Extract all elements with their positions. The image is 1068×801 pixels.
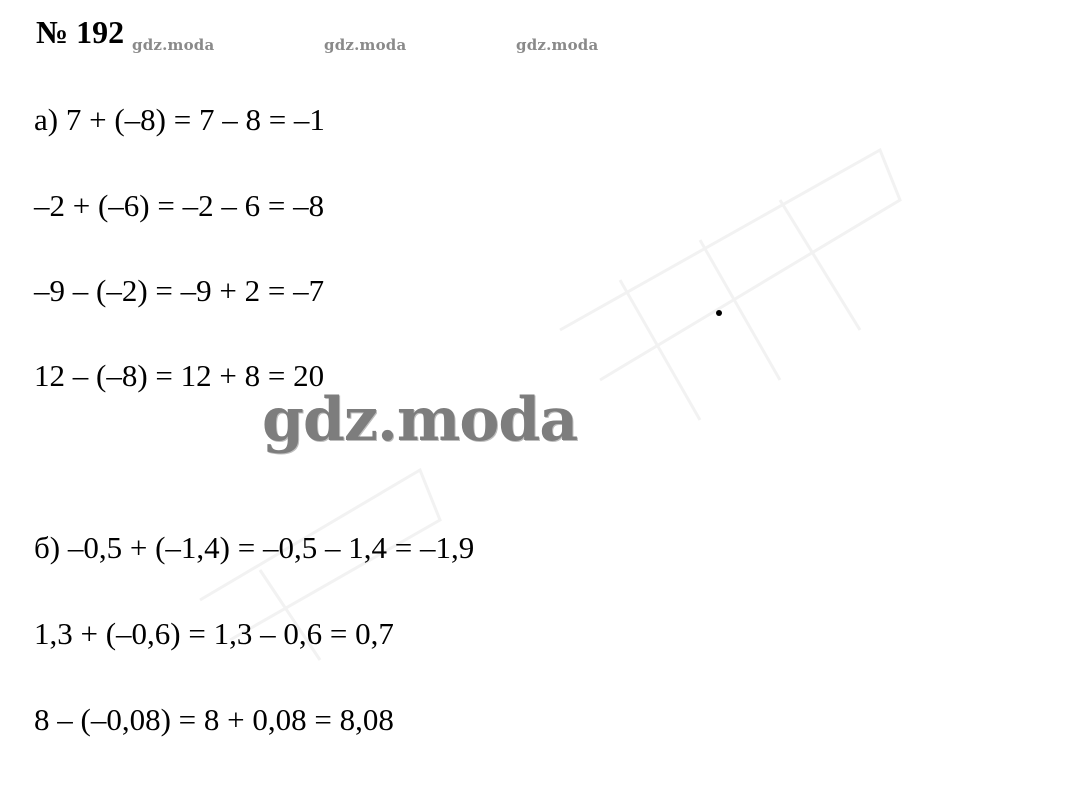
watermark-small: gdz.moda — [324, 36, 407, 54]
equation-line: 12 – (–8) = 12 + 8 = 20 — [34, 358, 325, 393]
watermark-small: gdz.moda — [132, 36, 215, 54]
equation-line: а) 7 + (–8) = 7 – 8 = –1 — [34, 102, 325, 137]
equation-line: 1,3 + (–0,6) = 1,3 – 0,6 = 0,7 — [34, 616, 394, 651]
watermark-small: gdz.moda — [516, 36, 599, 54]
stray-dot — [716, 310, 722, 316]
equation-line: –2 + (–6) = –2 – 6 = –8 — [34, 188, 325, 223]
watermark-large: gdz.moda — [262, 385, 578, 455]
equation-line: б) –0,5 + (–1,4) = –0,5 – 1,4 = –1,9 — [34, 530, 475, 565]
problem-number: № 192 — [36, 14, 125, 50]
equation-line: 8 – (–0,08) = 8 + 0,08 = 8,08 — [34, 702, 394, 737]
equation-line: –9 – (–2) = –9 + 2 = –7 — [34, 273, 325, 308]
